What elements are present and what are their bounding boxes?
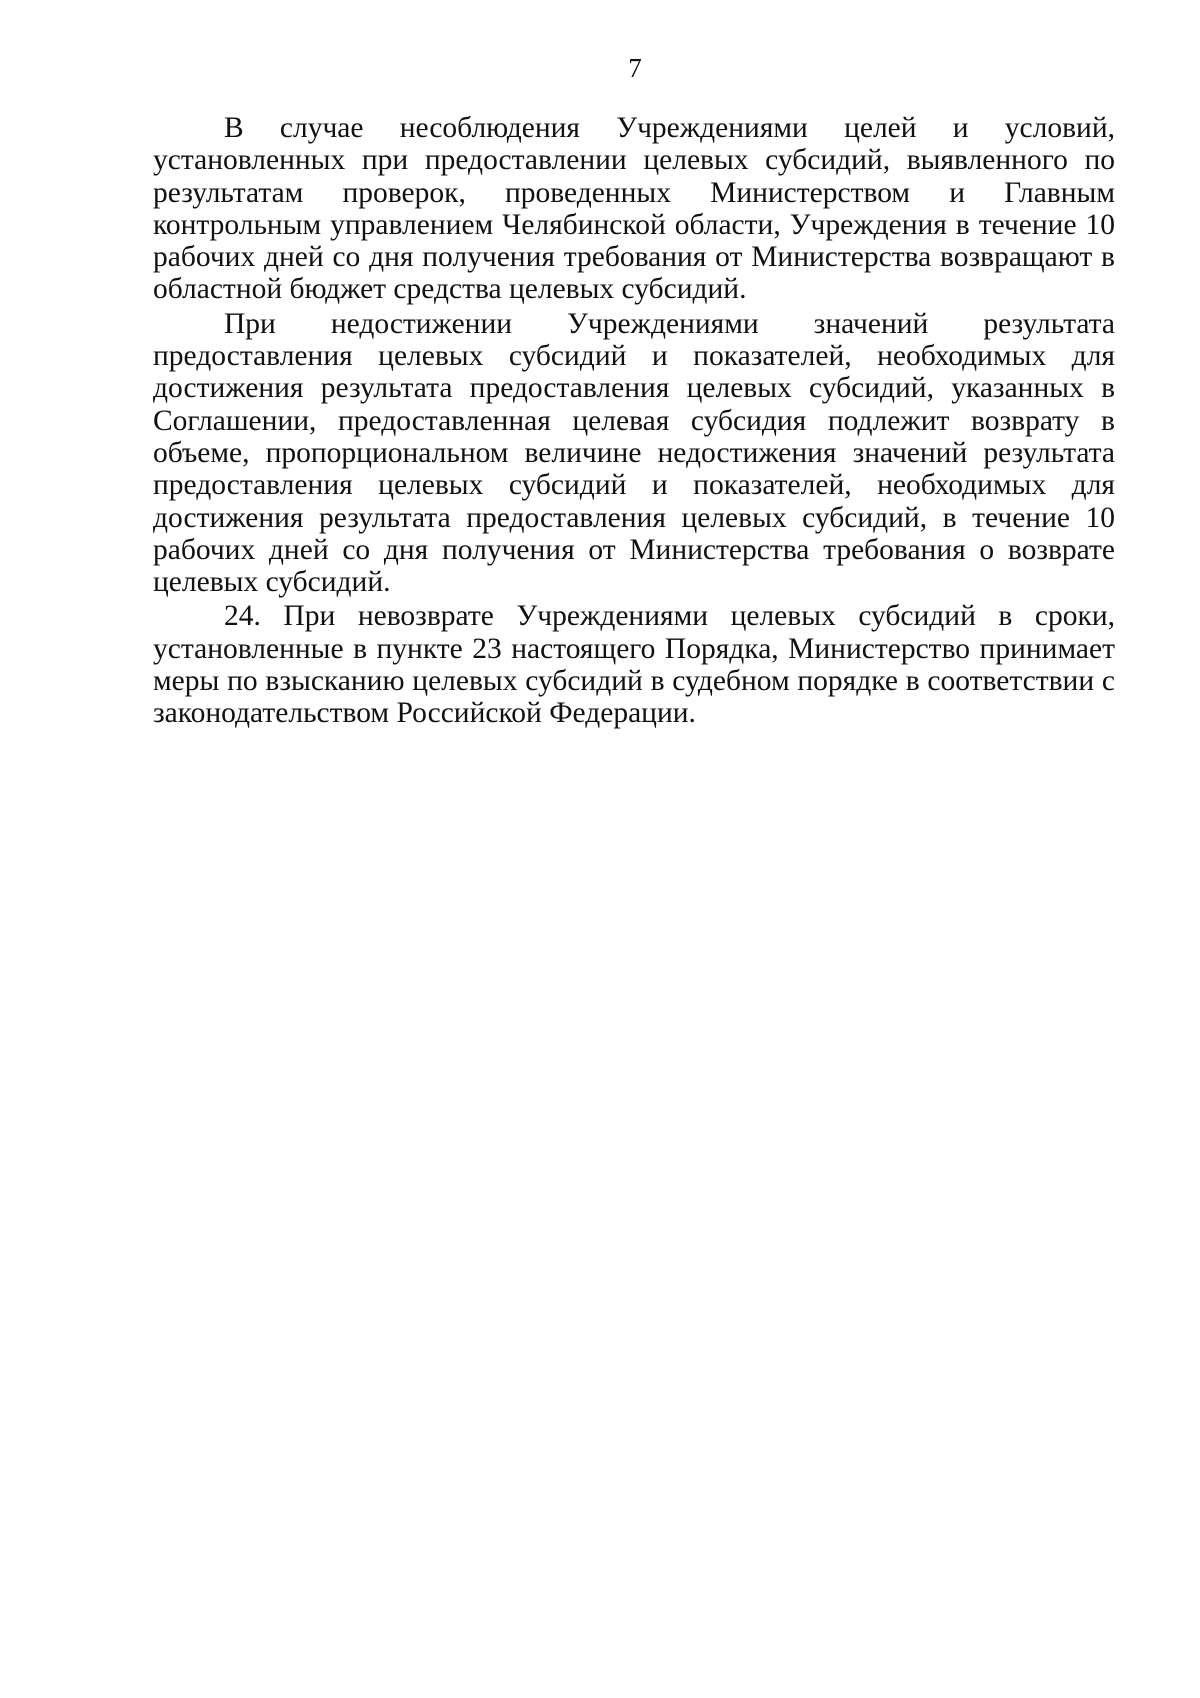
page-number: 7 bbox=[628, 53, 642, 83]
paragraph-24-court-recovery: 24. При невозврате Учреждениями целевых субсидий в сроки, установленные в пункте 23 настоящего Порядка, Министерство принимает меры по взысканию целевых субсидий в судебном порядке в соответствии с законодательством Российской Федерации. bbox=[153, 600, 1115, 730]
paragraph-refund-violation: В случае несоблюдения Учреждениями целей и условий, установленных при предоставлении целевых субсидий, выявленного по результатам проверок, проведенных Министерством и Главным контрольным управлением Челябинской области, Учреждения в течение 10 рабочих дней со дня получения требования от Министерства возвращают в областной бюджет средства целевых субсидий. bbox=[153, 112, 1115, 306]
document-body bbox=[153, 112, 1115, 730]
paragraph-refund-underachievement: При недостижении Учреждениями значений результата предоставления целевых субсидий и показателей, необходимых для достижения результата предоставления целевых субсидий, указанных в Соглашении, предоставленная целевая субсидия подлежит возврату в объеме, пропорциональном величине недостижения значений результата предоставления целевых субсидий и показателей, необходимых для достижения результата предоставления целевых субсидий, в течение 10 рабочих дней со дня получения от Министерства требования о возврате целевых субсидий. bbox=[153, 307, 1115, 599]
